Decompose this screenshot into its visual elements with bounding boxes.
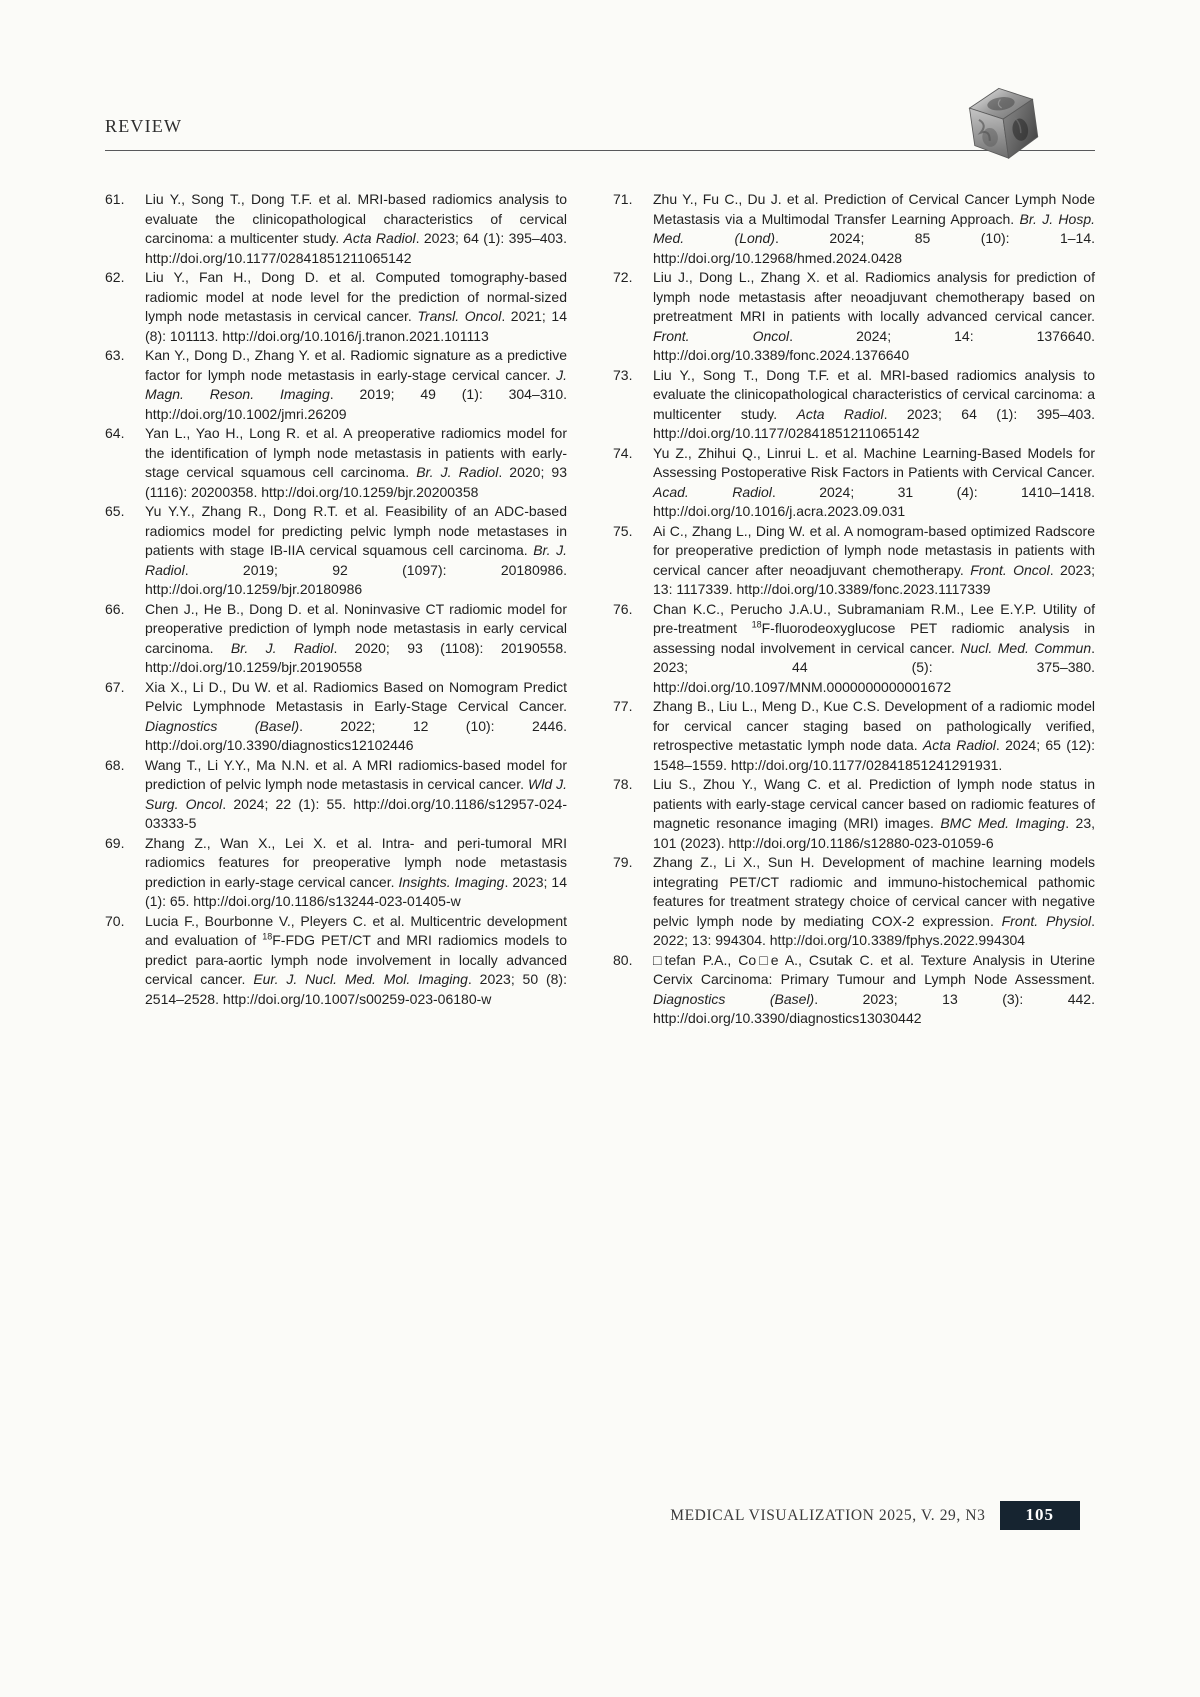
- reference-text: Zhu Y., Fu C., Du J. et al. Prediction of Cervical Cancer Lymph Node Metastasis via a Multimodal Transfer Learning Approach. Br. J. Hosp. Med. (Lond). 2024; 85 (10): 1–14. http://doi.org/10.12968/hmed.2024.0428: [653, 191, 1096, 266]
- reference-number: 79.: [613, 854, 633, 870]
- reference-item: [613, 190, 1095, 268]
- page-footer: [670, 1501, 1080, 1530]
- reference-number: 71.: [613, 191, 633, 207]
- reference-number: 73.: [613, 366, 633, 383]
- section-label: REVIEW: [105, 116, 183, 136]
- reference-number: 77.: [613, 698, 633, 714]
- reference-number: 78.: [613, 776, 633, 792]
- reference-number: 63.: [105, 347, 125, 363]
- reference-number: 62.: [105, 269, 125, 285]
- reference-number: 61.: [105, 191, 125, 207]
- reference-text: Liu S., Zhou Y., Wang C. et al. Prediction of lymph node status in patients with early-stage cervical cancer based on radiomic features of magnetic resonance imaging (MRI) images. BMC Med. Imaging. 23, 101 (2023). http://doi.org/10.1186/s12880-023-01059-6: [653, 776, 1095, 851]
- reference-number: 70.: [105, 912, 125, 929]
- reference-number: 80.: [613, 951, 633, 968]
- reference-text: Liu Y., Song T., Dong T.F. et al. MRI-based radiomics analysis to evaluate the clinicopathological characteristics of cervical carcinoma: a multicenter study. Acta Radiol. 2023; 64 (1): 395–403. http://doi.org/10.1177/02841851211065142: [145, 191, 567, 266]
- journal-footer-text: MEDICAL VISUALIZATION 2025, V. 29, N3: [670, 1506, 986, 1524]
- reference-number: 76.: [613, 600, 633, 617]
- reference-item: [105, 678, 567, 756]
- reference-text: Chan K.C., Perucho J.A.U., Subramaniam R.M., Lee E.Y.P. Utility of pre-treatment $^{18}$F-fluorodeoxyglucose PET radiomic analysis in assessing nodal involvement in cervical cancer. Nucl. Med. Commun. 2023; 44 (5): 375–380. http://doi.org/10.1097/MNM.0000000000001672: [653, 600, 1096, 695]
- reference-item: [105, 346, 567, 424]
- reference-item: [105, 502, 567, 600]
- reference-item: [105, 834, 567, 912]
- reference-number: 68.: [105, 756, 125, 773]
- reference-number: 66.: [105, 600, 125, 617]
- reference-text: Yu Z., Zhihui Q., Linrui L. et al. Machine Learning-Based Models for Assessing Postoperative Risk Factors in Patients with Cervical Cancer. Acad. Radiol. 2024; 31 (4): 1410–1418. http://doi.org/10.1016/j.acra.2023.09.031: [653, 444, 1095, 519]
- reference-number: 72.: [613, 269, 633, 285]
- reference-text: Liu J., Dong L., Zhang X. et al. Radiomics analysis for prediction of lymph node metastasis after neoadjuvant chemotherapy based on pretreatment MRI in patients with locally advanced cervical cancer. Front. Oncol. 2024; 14: 1376640. http://doi.org/10.3389/fonc.2024.1376640: [653, 269, 1095, 363]
- reference-item: [613, 853, 1095, 951]
- references-column-left: [105, 190, 567, 1029]
- reference-number: 67.: [105, 678, 125, 695]
- reference-text: Liu Y., Song T., Dong T.F. et al. MRI-based radiomics analysis to evaluate the clinicopathological characteristics of cervical carcinoma: a multicenter study. Acta Radiol. 2023; 64 (1): 395–403. http://doi.org/10.1177/02841851211065142: [653, 366, 1095, 441]
- reference-item: [105, 424, 567, 502]
- reference-number: 69.: [105, 834, 125, 851]
- reference-text: Zhang Z., Li X., Sun H. Development of machine learning models integrating PET/CT radiomic and immuno-histochemical pathomic features for treatment strategy choice of cervical cancer with negative pelvic lymph node by mediating COX-2 expression. Front. Physiol. 2022; 13: 994304. http://doi.org/10.3389/fphys.2022.994304: [653, 854, 1095, 948]
- reference-number: 64.: [105, 425, 125, 441]
- reference-item: [613, 697, 1095, 775]
- reference-item: [613, 951, 1095, 1029]
- reference-text: Ai C., Zhang L., Ding W. et al. A nomogram-based optimized Radscore for preoperative prediction of lymph node metastasis in patients with cervical cancer after neoadjuvant chemotherapy. Front. Oncol. 2023; 13: 1117339. http://doi.org/10.3389/fonc.2023.1117339: [653, 522, 1095, 597]
- reference-item: [105, 600, 567, 678]
- reference-number: 65.: [105, 503, 125, 519]
- reference-item: [105, 268, 567, 346]
- reference-item: [105, 190, 567, 268]
- reference-item: [105, 756, 567, 834]
- page-number-box: [1000, 1501, 1081, 1530]
- reference-number: 74.: [613, 444, 633, 461]
- references-column-right: [613, 190, 1095, 1029]
- reference-item: [613, 268, 1095, 366]
- reference-text: Lucia F., Bourbonne V., Pleyers C. et al. Multicentric development and evaluation of $^{18}$F-FDG PET/CT and MRI radiomics models to predict para-aortic lymph node involvement in locally advanced cervical cancer. Eur. J. Nucl. Med. Mol. Imaging. 2023; 50 (8): 2514–2528. http://doi.org/10.1007/s00259-023-06180-w: [145, 912, 567, 1007]
- reference-item: [613, 444, 1095, 522]
- reference-text: Xia X., Li D., Du W. et al. Radiomics Based on Nomogram Predict Pelvic Lymphnode Metastasis in Early-Stage Cervical Cancer. Diagnostics (Basel). 2022; 12 (10): 2446. http://doi.org/10.3390/diagnostics12102446: [145, 678, 567, 753]
- reference-text: Zhang B., Liu L., Meng D., Kue C.S. Development of a radiomic model for cervical cancer staging based on pathologically verified, retrospective metastatic lymph node data. Acta Radiol. 2024; 65 (12): 1548–1559. http://doi.org/10.1177/02841851241291931.: [653, 698, 1095, 773]
- reference-number: 75.: [613, 522, 633, 539]
- reference-text: Kan Y., Dong D., Zhang Y. et al. Radiomic signature as a predictive factor for lymph node metastasis in early-stage cervical cancer. J. Magn. Reson. Imaging. 2019; 49 (1): 304–310. http://doi.org/10.1002/jmri.26209: [145, 347, 568, 422]
- cube-brain-logo-icon: [960, 82, 1048, 168]
- reference-text: Zhang Z., Wan X., Lei X. et al. Intra- and peri-tumoral MRI radiomics features for preoperative lymph node metastasis prediction in early-stage cervical cancer. Insights. Imaging. 2023; 14 (1): 65. http://doi.org/10.1186/s13244-023-01405-w: [145, 834, 568, 909]
- reference-text: Yan L., Yao H., Long R. et al. A preoperative radiomics model for the identification of lymph node metastasis in patients with early-stage cervical squamous cell carcinoma. Br. J. Radiol. 2020; 93 (1116): 20200358. http://doi.org/10.1259/bjr.20200358: [145, 425, 567, 500]
- header-rule: [105, 150, 1095, 151]
- reference-item: [613, 522, 1095, 600]
- reference-item: [613, 775, 1095, 853]
- reference-text: □tefan P.A., Co□e A., Csutak C. et al. Texture Analysis in Uterine Cervix Carcinoma: Primary Tumour and Lymph Node Assessment. Diagnostics (Basel). 2023; 13 (3): 442. http://doi.org/10.3390/diagnostics13030442: [653, 951, 1095, 1026]
- reference-text: Yu Y.Y., Zhang R., Dong R.T. et al. Feasibility of an ADC-based radiomics model for predicting pelvic lymph node metastases in patients with stage IB-IIA cervical squamous cell carcinoma. Br. J. Radiol. 2019; 92 (1097): 20180986. http://doi.org/10.1259/bjr.20180986: [145, 503, 567, 597]
- reference-item: [105, 912, 567, 1010]
- page-number: 105: [1025, 1505, 1054, 1524]
- reference-item: [613, 366, 1095, 444]
- reference-text: Liu Y., Fan H., Dong D. et al. Computed tomography-based radiomic model at node level for the prediction of normal-sized lymph node metastasis in cervical cancer. Transl. Oncol. 2021; 14 (8): 101113. http://doi.org/10.1016/j.tranon.2021.101113: [145, 269, 567, 344]
- reference-item: [613, 600, 1095, 698]
- references-list: [105, 190, 1095, 1029]
- reference-text: Wang T., Li Y.Y., Ma N.N. et al. A MRI radiomics-based model for prediction of pelvic lymph node metastasis in cervical cancer. Wld J. Surg. Oncol. 2024; 22 (1): 55. http://doi.org/10.1186/s12957-024-03333-5: [145, 756, 567, 831]
- reference-text: Chen J., He B., Dong D. et al. Noninvasive CT radiomic model for preoperative prediction of lymph node metastasis in early cervical carcinoma. Br. J. Radiol. 2020; 93 (1108): 20190558. http://doi.org/10.1259/bjr.20190558: [145, 600, 567, 675]
